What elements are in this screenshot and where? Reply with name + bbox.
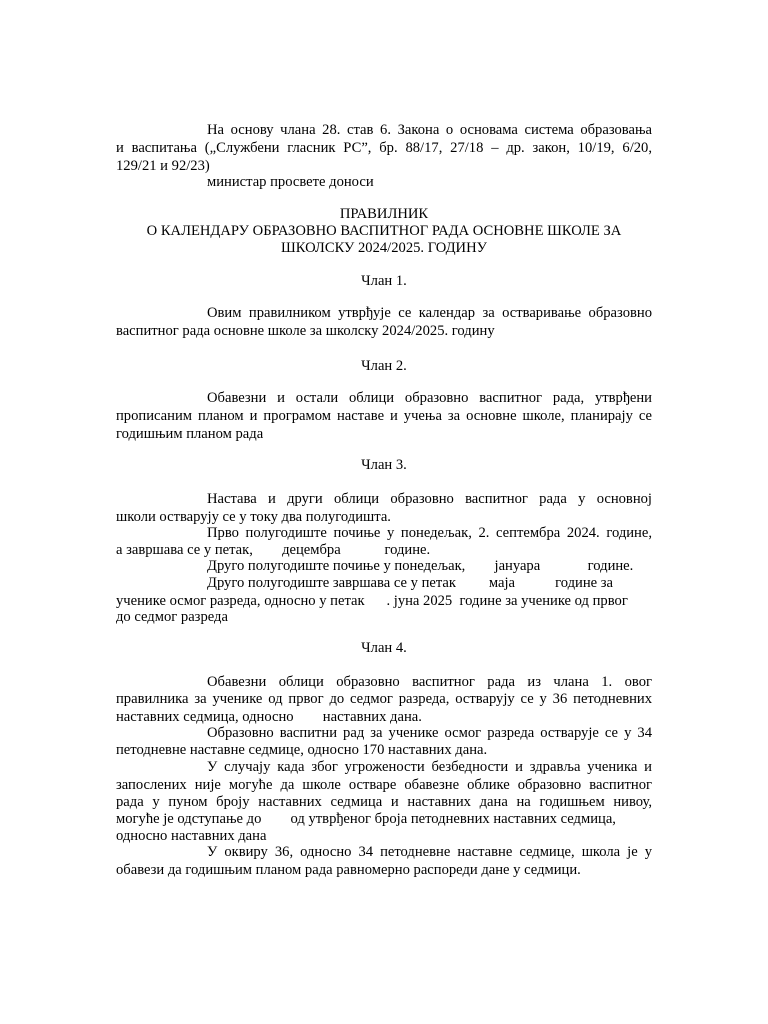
paragraph-line: Друго полугодиште завршава се у петак маја године за — [207, 575, 614, 591]
document-title: О КАЛЕНДАРУ ОБРАЗОВНО ВАСПИТНОГ РАДА ОСНОВНЕ ШКОЛЕ ЗА — [146, 223, 622, 239]
paragraph-line: годишњим планом рада — [116, 426, 264, 442]
paragraph-line: васпитног рада основне школе за школску 2024/2025. годину — [116, 323, 495, 339]
preamble-line: министар просвете доноси — [207, 174, 374, 190]
paragraph-line: Прво полугодиште почиње у понедељак, 2. септембра 2024. године, — [207, 525, 652, 541]
preamble-line: На основу члана 28. став 6. Закона о основама система образовања — [207, 122, 652, 138]
document-title: ПРАВИЛНИК — [339, 206, 429, 222]
paragraph-line: односно наставних дана — [116, 828, 267, 844]
paragraph-line: ученике осмог разреда, односно у петак . јуна 2025 године за ученике од првог — [116, 593, 628, 609]
paragraph-line: школи остварују се у току два полугодишта. — [116, 509, 391, 525]
article-heading: Члан 2. — [361, 358, 407, 374]
article-heading: Члан 3. — [361, 457, 407, 473]
preamble-line: и васпитања („Службени гласник РС”, бр. 88/17, 27/18 – др. закон, 10/19, 6/20, — [116, 140, 652, 156]
paragraph-line: рада у пуном броју наставних седмица и наставних дана на годишњем нивоу, — [116, 794, 652, 810]
document-title: ШКОЛСКУ 2024/2025. ГОДИНУ — [281, 240, 487, 256]
paragraph-line: запослених није могуће да школе остваре обавезне облике образовно васпитног — [116, 777, 652, 793]
paragraph-line: обавези да годишњим планом рада равномерно распореди дане у седмици. — [116, 862, 581, 878]
paragraph-line: Овим правилником утврђује се календар за остваривање образовно — [207, 305, 652, 321]
paragraph-line: петодневне наставне седмице, односно 170 наставних дана. — [116, 742, 488, 758]
paragraph-line: могуће је одступање до од утврђеног броја петодневних наставних седмица, — [116, 811, 616, 827]
paragraph-line: Обавезни и остали облици образовно васпитног рада, утврђени — [207, 390, 652, 406]
paragraph-line: Настава и други облици образовно васпитног рада у основној — [207, 491, 652, 507]
paragraph-line: наставних седмица, односно наставних дана. — [116, 709, 422, 725]
paragraph-line: Образовно васпитни рад за ученике осмог разреда остварује се у 34 — [207, 725, 652, 741]
preamble-line: 129/21 и 92/23) — [116, 158, 210, 174]
paragraph-line: Друго полугодиште почиње у понедељак, јануара године. — [207, 558, 634, 574]
paragraph-line: правилника за ученике од првог до седмог разреда, остварују се у 36 петодневних — [116, 691, 652, 707]
paragraph-line: а завршава се у петак, децембра године. — [116, 542, 431, 558]
article-heading: Члан 4. — [361, 640, 407, 656]
article-heading: Члан 1. — [361, 273, 407, 289]
paragraph-line: У случају када због угрожености безбедности и здравља ученика и — [207, 759, 652, 775]
paragraph-line: до седмог разреда — [116, 609, 228, 625]
paragraph-line: Обавезни облици образовно васпитног рада из члана 1. овог — [207, 674, 652, 690]
paragraph-line: прописаним планом и програмом наставе и учења за основне школе, планирају се — [116, 408, 652, 424]
paragraph-line: У оквиру 36, односно 34 петодневне наставне седмице, школа је у — [207, 844, 652, 860]
